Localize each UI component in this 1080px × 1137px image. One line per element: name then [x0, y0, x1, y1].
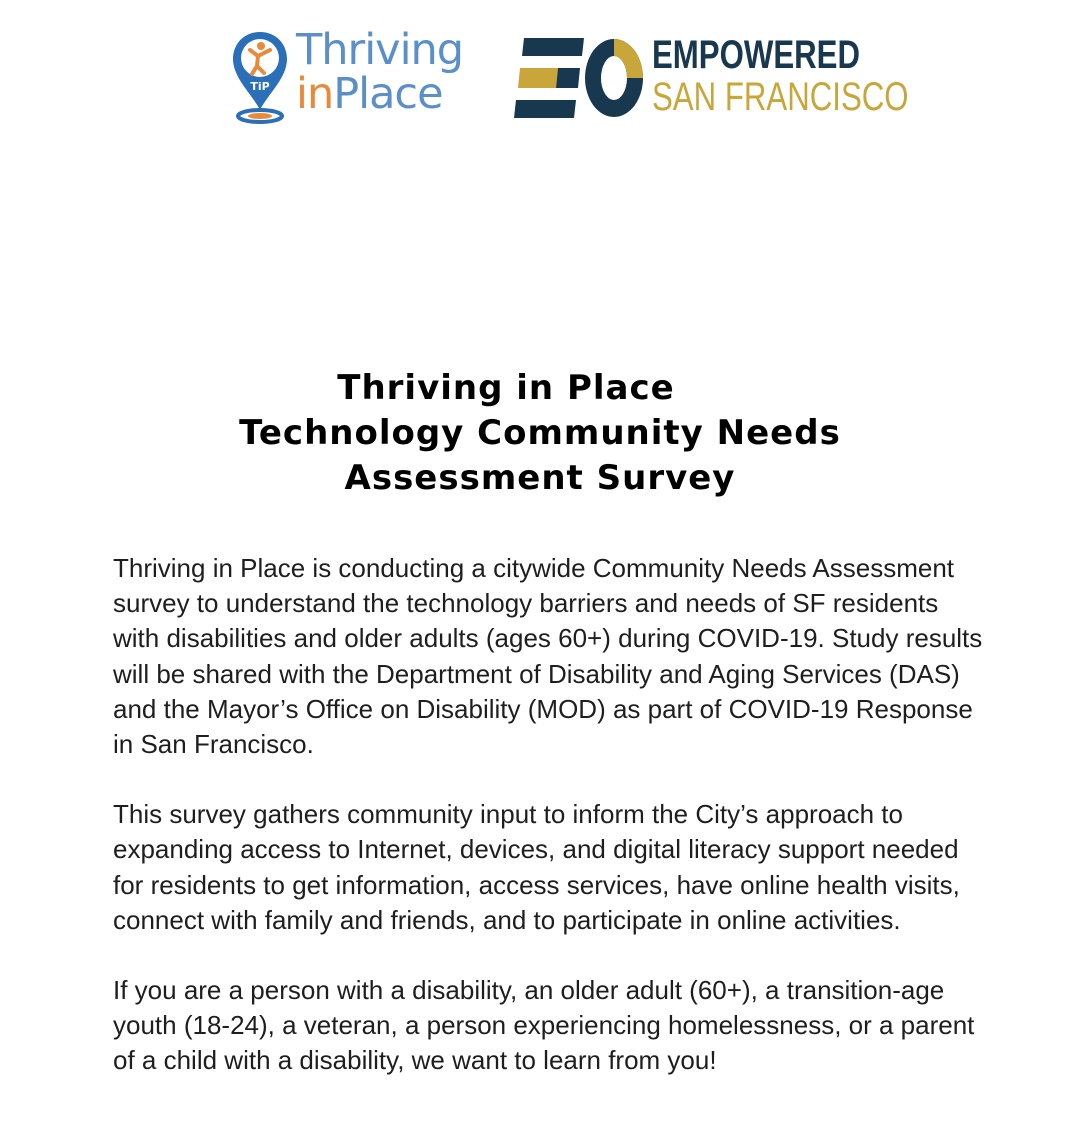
intro-paragraph: Thriving in Place is conducting a citywide Community Needs Assessment survey to understand the technology barriers and needs of SF residents with disabilities and older adults (ages 60+) during COVID-19. Study results will be shared with the Department of Disability and Aging Services (DAS) and the Mayor’s Office on Disability (MOD) as part of COVID-19 Response in San Francisco. — [113, 553, 983, 760]
eo-wordmark-line2: SAN FRANCISCO — [652, 75, 909, 119]
page-title — [0, 366, 1080, 501]
empowered-san-francisco-logo — [514, 33, 909, 124]
tip-wordmark — [296, 25, 464, 119]
tip-wordmark-place: Place — [333, 69, 443, 119]
thriving-in-place-logo — [230, 25, 480, 124]
title-line-1: Thriving in Place — [337, 368, 675, 408]
title-line-3: Assessment Survey — [344, 458, 736, 498]
tip-wordmark-line2 — [296, 69, 463, 119]
title-line-2: Technology Community Needs — [239, 413, 841, 453]
survey-description — [113, 551, 983, 1114]
location-pin-icon — [230, 28, 292, 124]
purpose-paragraph: This survey gathers community input to inform the City’s approach to expanding access to Internet, devices, and digital literacy support needed for residents to get information, access services, have online health visits, connect with family and friends, and to participate in online activities. — [113, 799, 960, 935]
eo-wordmark-line1: EMPOWERED — [652, 33, 861, 77]
audience-paragraph: If you are a person with a disability, an older adult (60+), a transition-age youth (18-24), a veteran, a person experiencing homelessness, or a parent of a child with a disability, we want to learn from you! — [113, 975, 975, 1076]
tip-wordmark-line1: Thriving — [296, 25, 464, 75]
pin-text: TiP — [250, 80, 270, 93]
eo-mark-icon — [514, 36, 646, 120]
eo-wordmark — [652, 34, 909, 118]
logo-bar — [0, 22, 1080, 132]
tip-wordmark-in: in — [296, 69, 334, 119]
